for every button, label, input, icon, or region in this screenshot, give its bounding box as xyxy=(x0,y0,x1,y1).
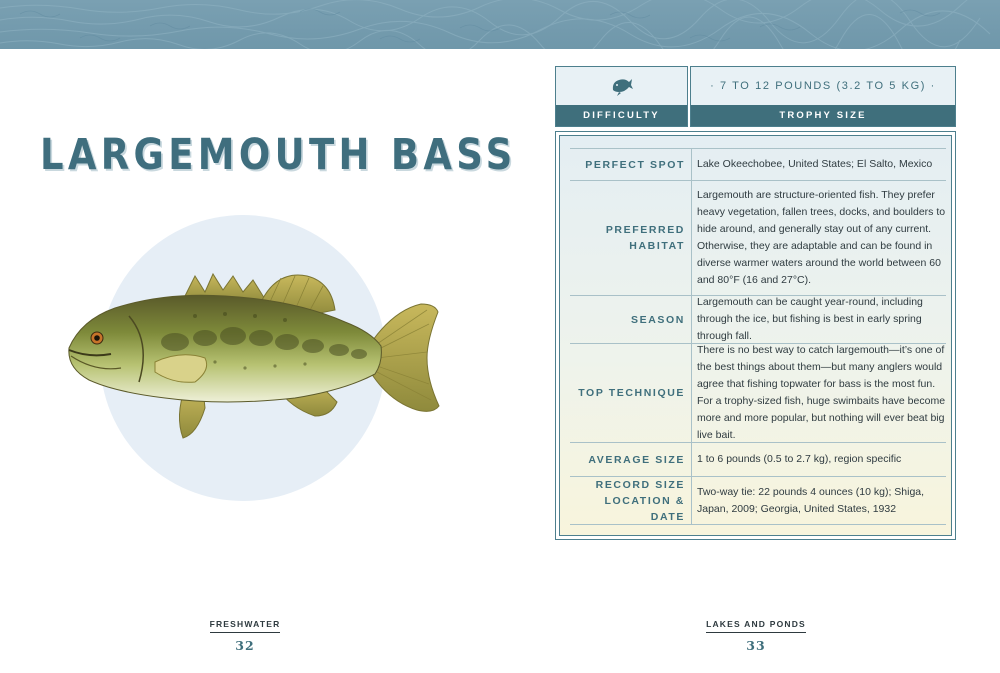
info-table-inner xyxy=(559,135,952,536)
row-value: There is no best way to catch largemouth—it’s one of the best things about them—but many anglers would agree that fishing topwater for bass is the most fun. For a trophy-sized fish, huge swimbaits have become more and more popular, but nothing will ever beat big live bait. xyxy=(697,344,946,441)
trophy-size-label: TROPHY SIZE xyxy=(691,105,955,126)
row-label: PERFECT SPOT xyxy=(585,158,685,171)
table-row xyxy=(570,180,946,295)
table-row xyxy=(570,343,946,442)
page-number: 33 xyxy=(746,638,766,653)
table-row xyxy=(570,442,946,476)
right-footer xyxy=(686,614,826,653)
page-number: 32 xyxy=(235,638,255,653)
footer-section-label: FRESHWATER xyxy=(210,619,281,633)
trophy-cell xyxy=(690,66,956,127)
table-row xyxy=(570,295,946,343)
footer-section-label: LAKES AND PONDS xyxy=(706,619,806,633)
fish-illustration xyxy=(55,212,445,504)
row-value: Two-way tie: 22 pounds 4 ounces (10 kg); Shiga, Japan, 2009; Georgia, United States, 1932 xyxy=(697,485,925,515)
left-footer xyxy=(175,614,315,653)
top-water-band xyxy=(0,0,1000,49)
row-value: Lake Okeechobee, United States; El Salto, Mexico xyxy=(697,158,933,170)
row-label: TOP TECHNIQUE xyxy=(578,387,685,399)
table-row xyxy=(570,148,946,180)
info-header xyxy=(555,66,956,127)
difficulty-cell xyxy=(555,66,688,127)
row-label: PREFERRED HABITAT xyxy=(605,224,685,252)
trophy-size-value: · 7 TO 12 POUNDS (3.2 TO 5 KG) · xyxy=(710,80,936,92)
row-value: Largemouth can be caught year-round, including through the ice, but fishing is best in early spring through fall. xyxy=(697,296,923,342)
difficulty-rating xyxy=(556,67,687,106)
row-value: Largemouth are structure-oriented fish. They prefer heavy vegetation, fallen trees, docks, and boulders to hide around, and generally stay out of any current. Otherwise, they are adaptable and can be found in diverse warmer waters around the world between 60 and 80°F (16 and 27°C). xyxy=(697,189,946,286)
row-value: 1 to 6 pounds (0.5 to 2.7 kg), region specific xyxy=(697,453,902,465)
difficulty-label: DIFFICULTY xyxy=(556,105,687,126)
info-table xyxy=(555,131,956,540)
row-label: AVERAGE SIZE xyxy=(588,453,685,466)
row-label: SEASON xyxy=(631,313,685,326)
row-label: RECORD SIZE LOCATION & DATE xyxy=(595,478,685,523)
page-title: LARGEMOUTH BASS xyxy=(40,130,517,180)
fish-icon xyxy=(610,76,634,98)
table-row xyxy=(570,476,946,524)
table-bottom-rule xyxy=(570,524,946,525)
